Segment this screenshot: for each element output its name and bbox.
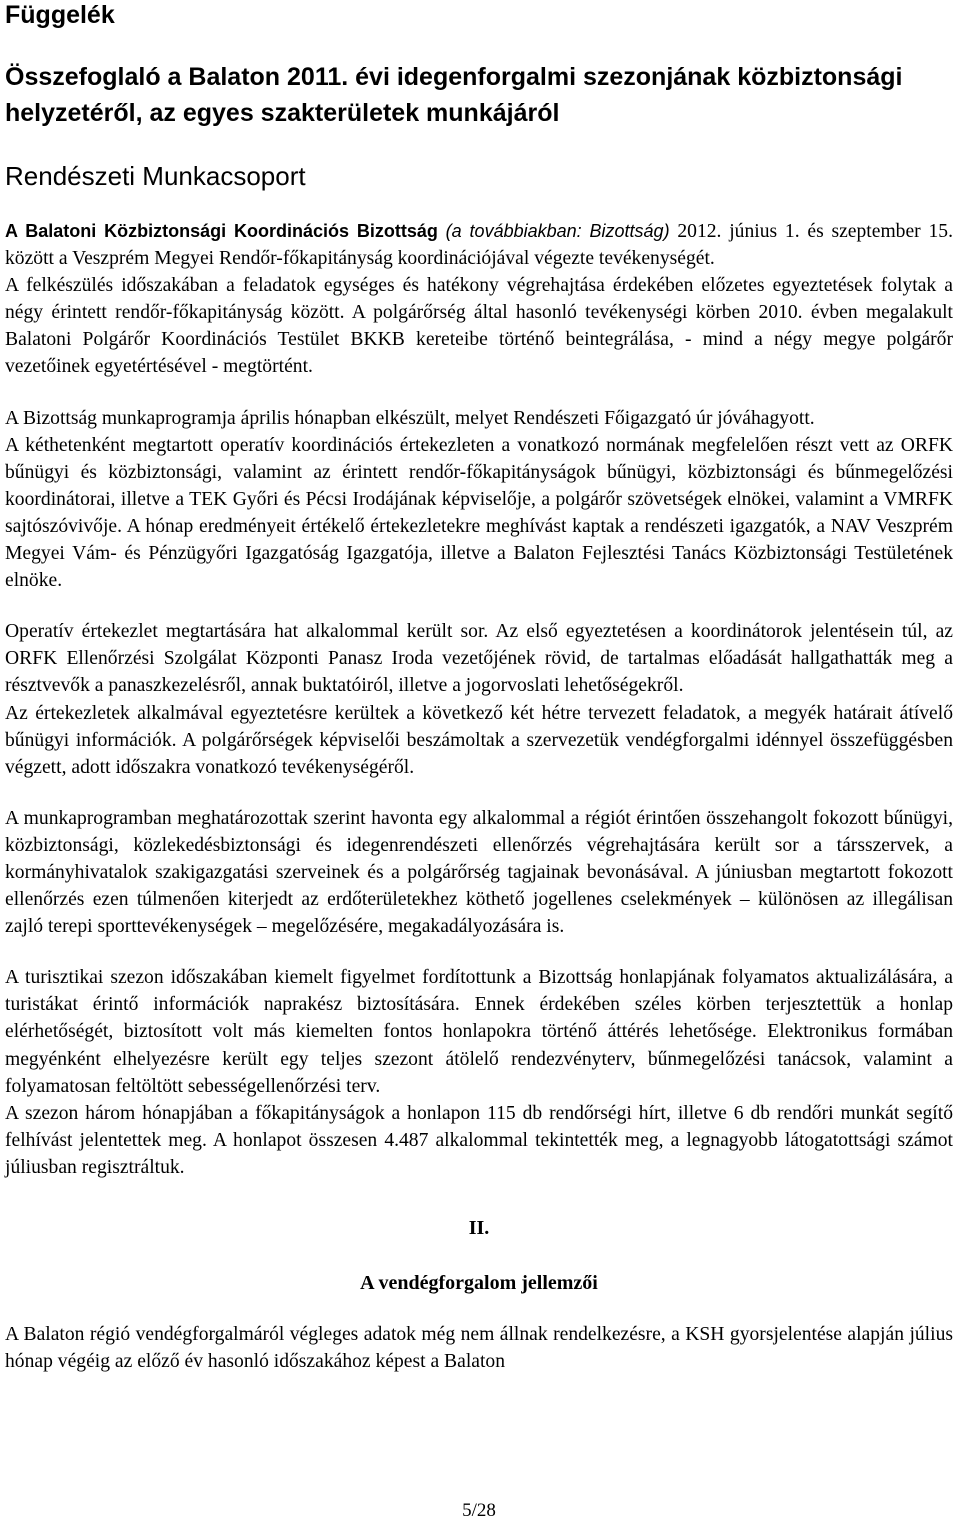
paragraph: A turisztikai szezon időszakában kiemelt figyelmet fordítottunk a Bizottság honlapjának folyamatos aktualizálására, a turistákat érintő információk naprakész biztosítására. Ennek érdekében széles körben terjesztettük a honlap elérhetőségét, biztosított volt más kiemelten fontos honlapokra történő áttérés lehetősége. Elektronikus formában megyénként elhelyezésre került egy teljes szezont átölelő rendezvényterv, bűnmegelőzési tanácsok, valamint a folyamatosan feltöltött sebességellenőrzési terv.	[5, 967, 953, 1097]
page-number: 5/28	[462, 1500, 496, 1521]
intro-bold: A Balatoni Közbiztonsági Koordinációs Bizottság	[5, 221, 438, 241]
intro-rest: 2012. június 1. és szeptember 15. között a Veszprém Megyei Rendőr-főkapitányság koordinációjával végezte tevékenységét.	[5, 221, 953, 270]
section-title: A vendégforgalom jellemzői	[360, 1272, 598, 1295]
paragraph: A kéthetenként megtartott operatív koordinációs értekezleten a vonatkozó normának megfelelően részt vett az ORFK bűnügyi és közbiztonsági, valamint az érintett rendőr-főkapitányságok bűnügyi, közbiztonsági és bűnmegelőzési koordinátorai, illetve a TEK Győri és Pécsi Irodájának képviselője, a polgárőr szövetségek elnökei, valamint a VMRFK sajtószóvivője. A hónap eredményeit értékelő értekezletekre meghívást kaptak a rendészeti igazgatók, a NAV Veszprém Megyei Vám- és Pénzügyőri Igazgatóság Igazgatója, illetve a Balaton Fejlesztési Tanács Közbiztonsági Testületének elnöke.	[5, 434, 953, 592]
paragraph: A szezon három hónapjában a főkapitányságok a honlapon 115 db rendőrségi hírt, illetve 6 db rendőri munkát segítő felhívást jelentettek meg. A honlapot összesen 4.487 alkalommal tekintették meg, a legnagyobb látogatottsági számot júliusban regisztráltuk.	[5, 1102, 953, 1178]
paragraph: A Balaton régió vendégforgalmáról végleges adatok még nem állnak rendelkezésre, a KSH gyorsjelentése alapján július hónap végéig az előző év hasonló időszakához képest a Balaton	[5, 1324, 953, 1373]
body-text	[5, 218, 953, 1375]
paragraph: A felkészülés időszakában a feladatok egységes és hatékony végrehajtása érdekében előzetes egyeztetések folytak a négy érintett rendőr-főkapitányság között. A polgárőrség által hasonló tevékenységi körben 2010. évben megalakult Balatoni Polgárőr Koordinációs Testület BKKB kereteibe történő beintegrálása, - mind a négy megye polgárőr vezetőinek egyetértésével - megtörtént.	[5, 275, 953, 378]
paragraph: A munkaprogramban meghatározottak szerint havonta egy alkalommal a régiót érintően összehangolt fokozott bűnügyi, közbiztonsági, közlekedésbiztonsági és idegenrendészeti ellenőrzés végrehajtására került sor a társszervek, a kormányhivatalok szakigazgatási szerveinek és a polgárőrség tagjainak bevonásával. A júniusban megtartott fokozott ellenőrzés ezen túlmenően kiterjedt az erdőterületekhez köthető jogellenes cselekmények – különösen az illegálisan zajló terepi sporttevékenységek – megelőzésére, megakadályozására is.	[5, 807, 953, 938]
intro-italic: (a továbbiakban: Bizottság)	[445, 221, 670, 241]
paragraph: Az értekezletek alkalmával egyeztetésre kerültek a következő két hétre tervezett feladatok, a megyék határait átívelő bűnügyi információk. A polgárőrségek képviselői beszámoltak a szervezetük vendégforgalmi idénnyel összefüggésben végzett, adott időszakra vonatkozó tevékenységéről.	[5, 702, 953, 778]
paragraph: Operatív értekezlet megtartására hat alkalommal került sor. Az első egyeztetésen a koordinátorok jelentésein túl, az ORFK Ellenőrzési Szolgálat Központi Panasz Iroda vezetőjének rövid, de tartalmas előadását hallgathatták meg a résztvevők a panaszkezelésről, annak buktatóiról, illetve a jogorvoslati lehetőségekről.	[5, 621, 953, 697]
group-title: Rendészeti Munkacsoport	[5, 161, 306, 191]
intro-paragraph	[5, 218, 953, 272]
paragraph: A Bizottság munkaprogramja április hónapban elkészült, melyet Rendészeti Főigazgató úr jóváhagyott.	[5, 407, 815, 429]
appendix-title: Függelék	[5, 1, 115, 29]
section-number: II.	[468, 1217, 490, 1239]
main-title: Összefoglaló a Balaton 2011. évi idegenforgalmi szezonjának közbiztonsági helyzetéről, az egyes szakterületek munkájáról	[5, 63, 903, 127]
